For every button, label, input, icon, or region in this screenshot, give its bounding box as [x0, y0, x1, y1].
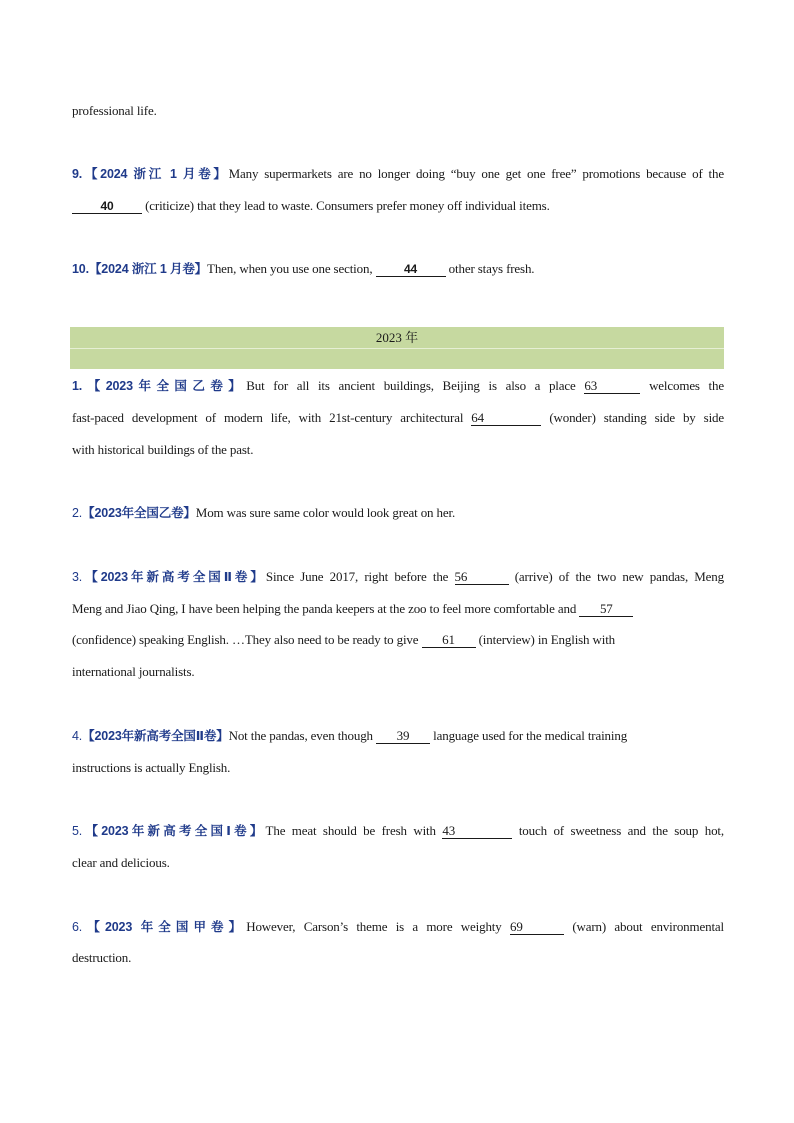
question-2023-1-source-tag: 【2023年全国乙卷】 [82, 379, 247, 393]
question-2023-1-text-b: welcomes the [649, 378, 724, 393]
question-2023-4-text-b: language used for the medical training [433, 728, 628, 743]
question-2023-5-blank-43[interactable]: 43 [442, 824, 512, 839]
question-9-line-1 [72, 166, 724, 182]
fragment-text: professional life. [72, 103, 157, 118]
section-header-title: 2023 年 [375, 330, 419, 345]
question-2023-3-text-e: (interview) in English with [478, 632, 616, 647]
question-9-text-cont: (criticize) that they lead to waste. Consumers prefer money off individual items. [145, 198, 550, 213]
section-header-divider [70, 348, 724, 349]
question-2023-1-text-d: (wonder) standing side by side [549, 410, 724, 425]
question-2023-5-line-2 [72, 855, 724, 871]
question-2023-4-source-tag: 【2023年新高考全国Ⅱ卷】 [82, 729, 229, 743]
question-2023-6-text: However, Carson’s theme is a more weighty [246, 919, 502, 934]
question-2023-5-text-c: clear and delicious. [72, 855, 170, 870]
question-2023-3-text-b: (arrive) of the two new pandas, Meng [514, 569, 724, 584]
question-2023-6-number: 6. [72, 920, 83, 934]
question-2023-3-text-c: Meng and Jiao Qing, I have been helping the panda keepers at the zoo to feel more comfortable and [72, 601, 577, 616]
question-10-source-tag: 【2024 浙江 1 月卷】 [88, 262, 208, 276]
question-2023-3-text-f: international journalists. [72, 664, 195, 679]
question-2023-5-text-b: touch of sweetness and the soup hot, [518, 823, 724, 838]
question-2023-3-source-tag: 【2023年新高考全国Ⅱ卷】 [82, 570, 266, 584]
question-2023-4-text: Not the pandas, even though [228, 728, 373, 743]
question-2023-6-source-tag: 【2023 年全国甲卷】 [82, 920, 247, 934]
question-2023-3-line-4 [72, 664, 724, 680]
question-2023-1-text-c: fast-paced development of modern life, with 21st-century architectural [72, 410, 464, 425]
question-2023-3-blank-61[interactable]: 61 [422, 633, 476, 648]
question-2023-1-line-2 [72, 410, 724, 426]
question-2023-5-text: The meat should be fresh with [265, 823, 436, 838]
question-9-text: Many supermarkets are no longer doing “buy one get one free” promotions because of the [228, 166, 724, 181]
question-2023-4-line-1 [72, 728, 724, 744]
question-2023-5-line-1 [72, 823, 724, 839]
question-2023-1-blank-64[interactable]: 64 [471, 411, 541, 426]
question-2023-2-text: Mom was sure same color would look great on her. [195, 505, 456, 520]
question-2023-4-blank-39[interactable]: 39 [376, 729, 430, 744]
question-2023-3-line-2 [72, 601, 724, 617]
question-2023-4-number: 4. [72, 729, 83, 743]
question-9-blank[interactable]: 40 [72, 199, 142, 214]
question-9-line-2 [72, 198, 724, 214]
question-2023-3-line-3 [72, 632, 724, 648]
question-2023-6-text-c: destruction. [72, 950, 132, 965]
previous-question-fragment [72, 103, 724, 119]
question-2023-2-line-1 [72, 505, 724, 521]
question-2023-1-number: 1. [72, 379, 83, 393]
question-2023-3-text-d: (confidence) speaking English. …They also need to be ready to give [72, 632, 419, 647]
question-2023-2-source-tag: 【2023年全国乙卷】 [82, 506, 196, 520]
question-9-number: 9. [72, 167, 83, 181]
question-9-source-tag: 【2024 浙江 1 月卷】 [82, 167, 229, 181]
question-10-text: Then, when you use one section, [207, 261, 373, 276]
question-2023-3-blank-57[interactable]: 57 [579, 602, 633, 617]
question-2023-3-line-1 [72, 569, 724, 585]
question-2023-3-blank-56[interactable]: 56 [455, 570, 509, 585]
question-10-blank[interactable]: 44 [376, 262, 446, 277]
question-10-number: 10. [72, 262, 89, 276]
question-2023-3-number: 3. [72, 570, 83, 584]
question-2023-1-line-3 [72, 442, 724, 458]
question-10-line-1 [72, 261, 724, 277]
question-2023-6-line-2 [72, 950, 724, 966]
question-2023-6-text-b: (warn) about environmental [572, 919, 724, 934]
question-2023-1-line-1 [72, 378, 724, 394]
question-2023-5-number: 5. [72, 824, 83, 838]
question-2023-2-number: 2. [72, 506, 83, 520]
section-header-2023 [70, 327, 724, 369]
question-2023-4-line-2 [72, 760, 724, 776]
question-2023-5-source-tag: 【2023年新高考全国Ⅰ卷】 [82, 824, 266, 838]
question-2023-3-text: Since June 2017, right before the [265, 569, 449, 584]
question-2023-1-blank-63[interactable]: 63 [584, 379, 640, 394]
question-2023-1-text: But for all its ancient buildings, Beijing is also a place [246, 378, 576, 393]
question-2023-6-blank-69[interactable]: 69 [510, 920, 564, 935]
question-2023-4-text-c: instructions is actually English. [72, 760, 231, 775]
question-2023-1-text-e: with historical buildings of the past. [72, 442, 254, 457]
question-2023-6-line-1 [72, 919, 724, 935]
question-10-text-cont: other stays fresh. [448, 261, 535, 276]
